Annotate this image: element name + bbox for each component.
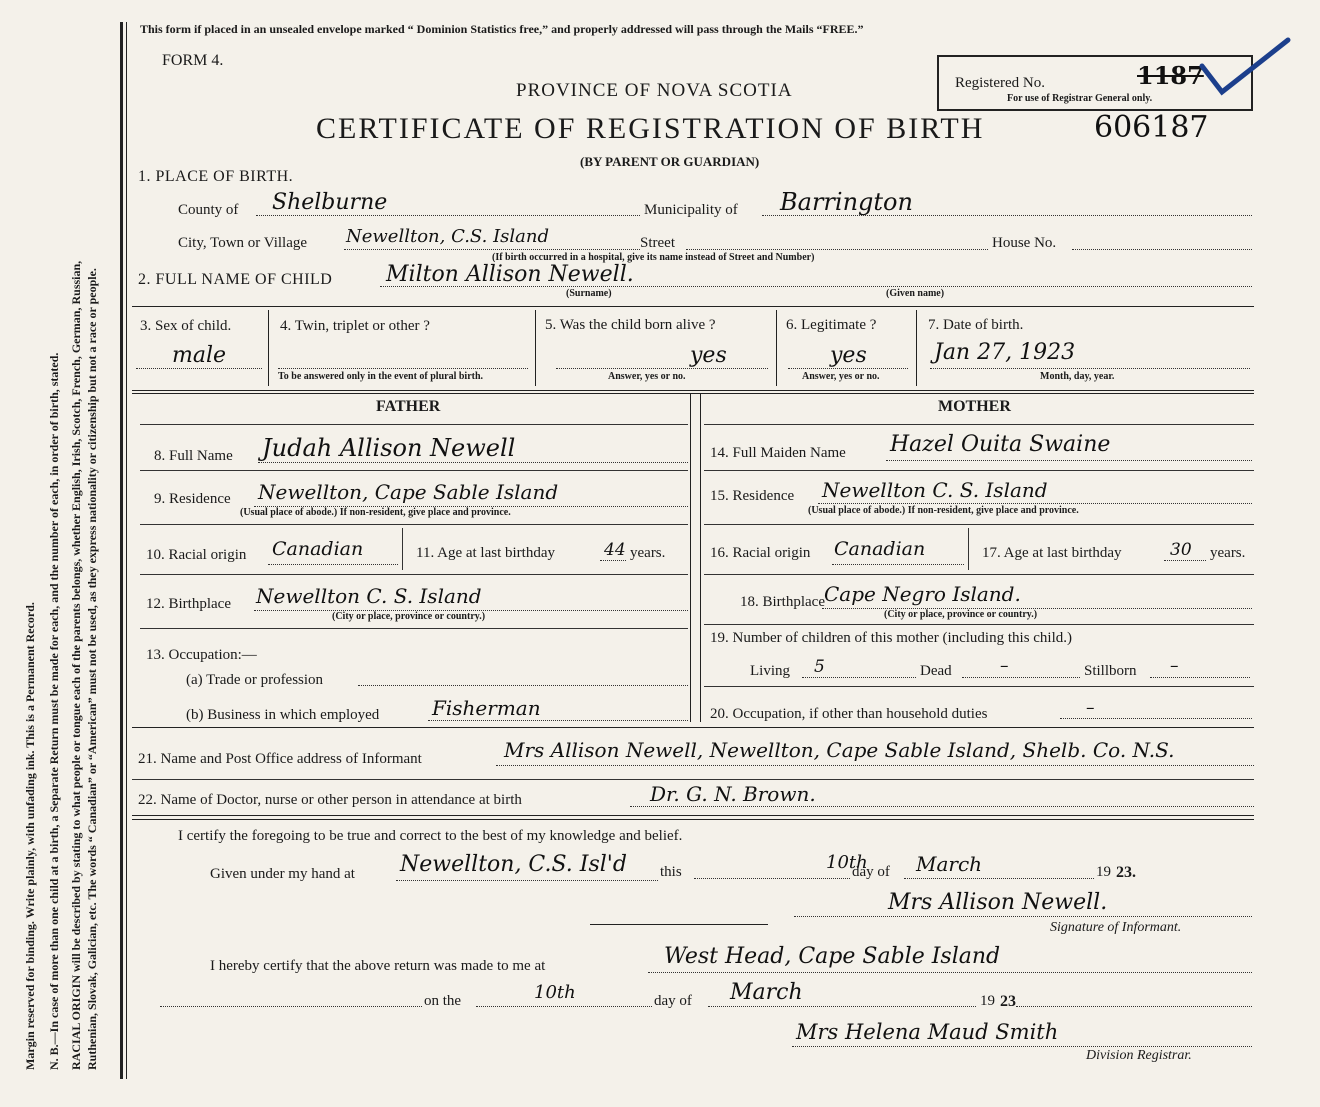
mother-occupation-label: 20. Occupation, if other than household duties	[710, 706, 988, 722]
mother-residence-label: 15. Residence	[710, 488, 795, 504]
father-birthplace-value: Newellton C. S. Island	[256, 584, 482, 608]
father-racial-label: 10. Racial origin	[146, 547, 247, 563]
margin-note-2: N. B.—In case of more than one child at a birth, a Separate Return must be made for each, and the number of each, in order of birth, stated.	[47, 352, 61, 1070]
dob-label: 7. Date of birth.	[928, 317, 1024, 333]
father-name-label: 8. Full Name	[154, 448, 233, 464]
alive-label: 5. Was the child born alive ?	[545, 317, 716, 333]
municipality-label: Municipality of	[644, 202, 738, 218]
dead-value: –	[1000, 656, 1009, 676]
child-name-value: Milton Allison Newell.	[386, 262, 634, 287]
mother-residence-value: Newellton C. S. Island	[822, 478, 1048, 502]
father-residence-label: 9. Residence	[154, 491, 231, 507]
margin-note-1: Margin reserved for binding. Write plainly, with unfading ink. This is a Permanent Record.	[23, 602, 37, 1070]
registrar-day-of: day of	[654, 993, 692, 1009]
mail-notice: This form if placed in an unsealed envelope marked “ Dominion Statistics free,” and properly addressed will pass through the Mails “FREE.”	[140, 22, 864, 36]
mother-occupation-value: –	[1086, 698, 1095, 718]
day-value: 10th	[826, 852, 868, 873]
mother-children-label: 19. Number of children of this mother (including this child.)	[710, 630, 1073, 646]
surname-note: (Surname)	[566, 288, 612, 299]
given-place: Newellton, C.S. Isl'd	[400, 852, 627, 877]
this-label: this	[660, 864, 682, 880]
dead-label: Dead	[920, 663, 952, 679]
month-value: March	[916, 852, 983, 876]
day-of-label: day of	[852, 864, 890, 880]
registrar-use-note: For use of Registrar General only.	[1007, 93, 1153, 104]
father-trade-label: (a) Trade or profession	[186, 672, 324, 688]
registrar-year-prefix: 19	[980, 993, 995, 1009]
living-value: 5	[814, 657, 825, 677]
father-birthplace-label: 12. Birthplace	[146, 596, 231, 612]
mother-residence-note: (Usual place of abode.) If non-resident, give place and province.	[808, 505, 1079, 516]
mother-age-value: 30	[1170, 540, 1192, 560]
certificate-number: 606187	[1094, 110, 1209, 145]
mother-name-label: 14. Full Maiden Name	[710, 445, 846, 461]
mother-birthplace-label: 18. Birthplace	[740, 594, 825, 610]
county-label: County of	[178, 202, 239, 218]
year-value: 23.	[1116, 864, 1136, 881]
father-years: years.	[630, 545, 666, 561]
on-the-label: on the	[424, 993, 462, 1009]
father-occupation-label: 13. Occupation:—	[146, 647, 257, 663]
child-name-label: 2. FULL NAME OF CHILD	[138, 271, 333, 288]
mother-name-value: Hazel Ouita Swaine	[890, 432, 1111, 457]
checkmark-icon	[1196, 36, 1296, 100]
doctor-label: 22. Name of Doctor, nurse or other person in attendance at birth	[138, 792, 522, 808]
sex-label: 3. Sex of child.	[140, 318, 232, 334]
stillborn-value: –	[1170, 656, 1179, 676]
living-label: Living	[750, 663, 790, 679]
given-label: Given under my hand at	[210, 866, 355, 882]
margin-rule-2	[126, 22, 127, 1079]
registrar-place: West Head, Cape Sable Island	[664, 944, 1001, 969]
registered-label: Registered No.	[955, 75, 1045, 91]
registrar-year: 23	[1000, 993, 1016, 1010]
registrar-label: Division Registrar.	[1086, 1048, 1192, 1063]
mother-age-label: 17. Age at last birthday	[982, 545, 1122, 561]
city-value: Newellton, C.S. Island	[346, 226, 550, 247]
registrar-statement: I hereby certify that the above return was made to me at	[210, 958, 546, 974]
dob-value: Jan 27, 1923	[934, 340, 1076, 365]
father-residence-value: Newellton, Cape Sable Island	[258, 480, 559, 504]
dob-note: Month, day, year.	[1040, 371, 1115, 382]
certify-statement: I certify the foregoing to be true and correct to the best of my knowledge and belief.	[178, 828, 683, 844]
registrar-day: 10th	[534, 982, 576, 1003]
twin-note: To be answered only in the event of plural birth.	[278, 371, 484, 382]
signature-label: Signature of Informant.	[1050, 920, 1182, 935]
father-residence-note: (Usual place of abode.) If non-resident, give place and province.	[240, 507, 511, 518]
city-label: City, Town or Village	[178, 235, 308, 251]
mother-racial-value: Canadian	[834, 538, 926, 560]
form-number: FORM 4.	[162, 52, 224, 69]
father-heading: FATHER	[376, 398, 441, 415]
mother-racial-label: 16. Racial origin	[710, 545, 811, 561]
municipality-value: Barrington	[780, 188, 913, 216]
sex-value: male	[172, 343, 227, 368]
registrar-month: March	[730, 980, 803, 1005]
mother-birthplace-value: Cape Negro Island.	[824, 582, 1021, 606]
father-racial-value: Canadian	[272, 538, 364, 560]
twin-label: 4. Twin, triplet or other ?	[280, 318, 430, 334]
alive-note: Answer, yes or no.	[608, 371, 686, 382]
margin-rule	[120, 22, 123, 1079]
stillborn-label: Stillborn	[1084, 663, 1137, 679]
father-name-value: Judah Allison Newell	[262, 434, 516, 462]
hospital-note: (If birth occurred in a hospital, give its name instead of Street and Number)	[492, 252, 815, 263]
father-business-value: Fisherman	[432, 696, 541, 720]
legit-note: Answer, yes or no.	[802, 371, 880, 382]
registered-number: 1187	[1137, 61, 1204, 90]
province-title: PROVINCE OF NOVA SCOTIA	[516, 80, 793, 101]
given-name-note: (Given name)	[886, 288, 945, 299]
registrar-signature: Mrs Helena Maud Smith	[796, 1020, 1059, 1044]
house-label: House No.	[992, 235, 1057, 251]
father-business-label: (b) Business in which employed	[186, 707, 380, 723]
street-label: Street	[640, 235, 675, 251]
subtitle: (BY PARENT OR GUARDIAN)	[580, 154, 760, 169]
informant-signature: Mrs Allison Newell.	[888, 890, 1108, 915]
certificate-title: CERTIFICATE OF REGISTRATION OF BIRTH	[316, 112, 985, 145]
informant-value: Mrs Allison Newell, Newellton, Cape Sable Island, Shelb. Co. N.S.	[504, 738, 1175, 762]
county-value: Shelburne	[272, 190, 388, 215]
doctor-value: Dr. G. N. Brown.	[650, 782, 816, 806]
margin-note-3: RACIAL ORIGIN will be described by stating to what people or tongue each of the parents belongs, whether English, Irish, Scotch, French, German, Russian,	[69, 260, 83, 1070]
mother-birthplace-note: (City or place, province or country.)	[884, 609, 1038, 620]
alive-value: yes	[690, 343, 727, 368]
father-age-label: 11. Age at last birthday	[416, 545, 555, 561]
year-prefix: 19	[1096, 864, 1111, 880]
mother-heading: MOTHER	[938, 398, 1011, 415]
legit-value: yes	[830, 343, 867, 368]
legit-label: 6. Legitimate ?	[786, 317, 877, 333]
margin-note-4: Ruthenian, Slovak, Galician, etc. The words “ Canadian” or “American” must not be used, as they express nationality or citizenship but not a race or people.	[85, 268, 99, 1070]
place-section: 1. PLACE OF BIRTH.	[138, 168, 294, 185]
father-age-value: 44	[604, 540, 626, 560]
mother-years: years.	[1210, 545, 1246, 561]
father-birthplace-note: (City or place, province or country.)	[332, 611, 486, 622]
informant-label: 21. Name and Post Office address of Informant	[138, 751, 422, 767]
